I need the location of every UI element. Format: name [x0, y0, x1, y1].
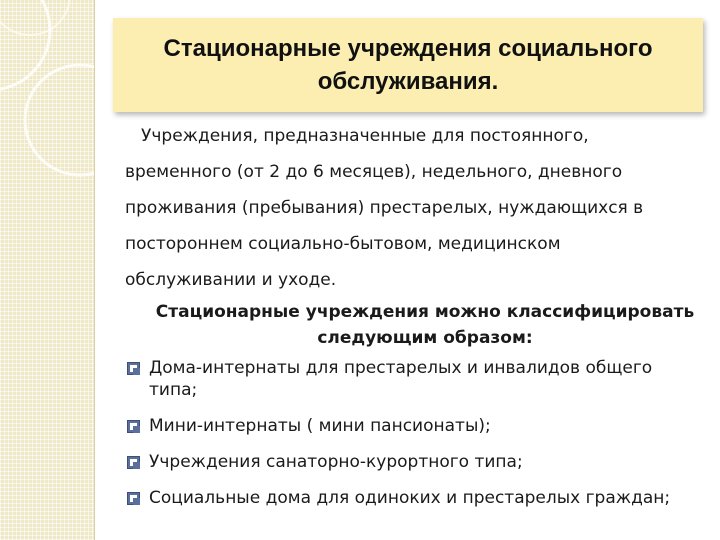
- definition-line: временного (от 2 до 6 месяцев), недельного, дневного: [125, 162, 623, 182]
- definition-line: постороннем социально-бытовом, медицинском: [125, 234, 561, 254]
- classification-heading-line: Стационарные учреждения можно классифицировать: [155, 302, 695, 322]
- classification-list: [125, 357, 705, 509]
- list-item-text: Мини-интернаты ( мини пансионаты);: [149, 416, 491, 436]
- slide-title-box: [113, 18, 703, 112]
- list-item: [125, 487, 705, 509]
- list-item: [125, 415, 705, 437]
- square-bullet-icon: [127, 420, 140, 433]
- slide-title-line-2: обслуживания.: [317, 68, 499, 95]
- list-item: [125, 357, 705, 401]
- classification-heading-line: следующим образом:: [317, 328, 533, 348]
- classification-heading: [125, 299, 705, 351]
- slide-content: [125, 118, 705, 523]
- list-item-text: Социальные дома для одиноких и престарелых граждан;: [149, 488, 671, 508]
- definition-line: обслуживании и уходе.: [125, 270, 337, 290]
- slide-title-line-1: Стационарные учреждения социального: [163, 35, 653, 62]
- decorative-circles: [0, 0, 94, 540]
- decorative-side-strip: [0, 0, 94, 540]
- square-bullet-icon: [127, 492, 140, 505]
- definition-line: проживания (пребывания) престарелых, нуждающихся в: [125, 198, 644, 218]
- square-bullet-icon: [127, 456, 140, 469]
- list-item: [125, 451, 705, 473]
- list-item-text: Учреждения санаторно-курортного типа;: [149, 452, 523, 472]
- side-strip-edge: [94, 0, 95, 540]
- list-item-text: Дома-интернаты для престарелых и инвалидов общего типа;: [149, 358, 653, 400]
- definition-line: Учреждения, предназначенные для постоянного,: [141, 126, 589, 146]
- definition-paragraph: [125, 118, 705, 298]
- square-bullet-icon: [127, 362, 140, 375]
